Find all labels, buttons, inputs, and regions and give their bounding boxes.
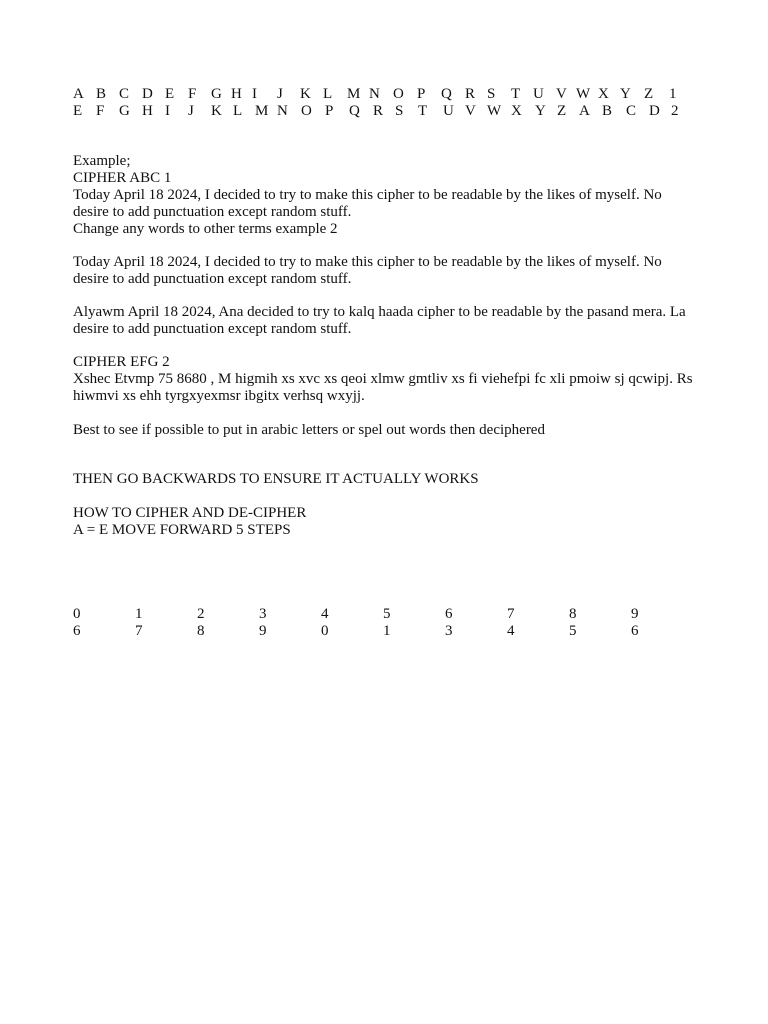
alphabet-plain-cell-12: M [347, 86, 361, 102]
number-cipher-cell-9: 6 [631, 623, 639, 639]
alphabet-plain-cell-6: G [211, 86, 222, 102]
alphabet-cipher-cell-8: M [255, 103, 269, 119]
alphabet-cipher-cell-20: Y [535, 103, 546, 119]
number-cipher-cell-4: 0 [321, 623, 329, 639]
alphabet-plain-cell-11: L [323, 86, 333, 102]
sentence-2: Today April 18 2024, I decided to try to make this cipher to be readable by the likes of myself. No desire to add punctuation except random stuff. [73, 254, 662, 287]
alphabet-plain-cell-5: F [188, 86, 197, 102]
alphabet-cipher-cell-19: X [511, 103, 522, 119]
alphabet-plain-cell-25: Z [644, 86, 654, 102]
note-backwards: THEN GO BACKWARDS TO ENSURE IT ACTUALLY WORKS [73, 471, 479, 487]
alphabet-plain-cell-20: U [533, 86, 544, 102]
alphabet-plain-cell-8: I [252, 86, 257, 102]
alphabet-cipher-cell-25: D [649, 103, 660, 119]
number-plain-cell-3: 3 [259, 606, 267, 622]
number-cipher-cell-6: 3 [445, 623, 453, 639]
alphabet-plain-cell-19: T [511, 86, 521, 102]
number-plain-cell-6: 6 [445, 606, 453, 622]
alphabet-cipher-cell-24: C [626, 103, 637, 119]
alphabet-cipher-cell-5: J [188, 103, 194, 119]
alphabet-cipher-cell-18: W [487, 103, 502, 119]
number-plain-cell-4: 4 [321, 606, 329, 622]
number-plain-cell-0: 0 [73, 606, 81, 622]
alphabet-cipher-cell-15: T [418, 103, 428, 119]
alphabet-plain-cell-10: K [300, 86, 311, 102]
alphabet-plain-cell-17: R [465, 86, 476, 102]
alphabet-plain-cell-16: Q [441, 86, 452, 102]
number-cipher-cell-1: 7 [135, 623, 143, 639]
alphabet-plain-cell-3: D [142, 86, 153, 102]
alphabet-cipher-cell-0: E [73, 103, 83, 119]
alphabet-plain-cell-21: V [556, 86, 567, 102]
alphabet-cipher-cell-7: L [233, 103, 243, 119]
alphabet-plain-cell-0: A [73, 86, 84, 102]
alphabet-cipher-cell-3: H [142, 103, 153, 119]
alphabet-cipher-cell-6: K [211, 103, 222, 119]
alphabet-cipher-cell-1: F [96, 103, 105, 119]
alphabet-cipher-cell-13: R [373, 103, 384, 119]
note-arabic: Best to see if possible to put in arabic letters or spel out words then deciphered [73, 422, 545, 438]
number-cipher-cell-0: 6 [73, 623, 81, 639]
number-cipher-cell-8: 5 [569, 623, 577, 639]
number-plain-cell-1: 1 [135, 606, 143, 622]
number-plain-cell-9: 9 [631, 606, 639, 622]
alphabet-plain-cell-4: E [165, 86, 175, 102]
sentence-1: Today April 18 2024, I decided to try to make this cipher to be readable by the likes of myself. No desire to add punctuation except random stuff. [73, 187, 662, 220]
ciphered-sentence: Xshec Etvmp 75 8680 , M higmih xs xvc xs qeoi xlmw gmtliv xs fi viehefpi fc xli pmoiw sj qcwipj. Rs hiwmvi xs ehh tyrgxyexmsr ibgitx verhsq wxyjj. [73, 371, 693, 404]
alphabet-plain-cell-13: N [369, 86, 380, 102]
alphabet-cipher-cell-4: I [165, 103, 170, 119]
alphabet-plain-cell-14: O [393, 86, 404, 102]
alphabet-plain-cell-15: P [417, 86, 426, 102]
number-cipher-cell-5: 1 [383, 623, 391, 639]
alphabet-plain-cell-22: W [576, 86, 591, 102]
number-plain-cell-5: 5 [383, 606, 391, 622]
alphabet-plain-cell-1: B [96, 86, 107, 102]
alphabet-cipher-cell-14: S [395, 103, 404, 119]
alphabet-cipher-cell-17: V [465, 103, 476, 119]
number-cipher-cell-2: 8 [197, 623, 205, 639]
alphabet-cipher-cell-11: P [325, 103, 334, 119]
number-plain-cell-7: 7 [507, 606, 515, 622]
alphabet-cipher-cell-9: N [277, 103, 288, 119]
alphabet-cipher-cell-23: B [602, 103, 613, 119]
number-plain-cell-2: 2 [197, 606, 205, 622]
alphabet-cipher-cell-21: Z [557, 103, 567, 119]
alphabet-plain-cell-9: J [277, 86, 283, 102]
example-label: Example; [73, 153, 131, 169]
cipher-abc-heading: CIPHER ABC 1 [73, 170, 172, 186]
alphabet-cipher-cell-16: U [443, 103, 454, 119]
alphabet-cipher-cell-12: Q [349, 103, 360, 119]
alphabet-plain-cell-24: Y [620, 86, 631, 102]
alphabet-cipher-cell-22: A [579, 103, 590, 119]
alphabet-plain-cell-7: H [231, 86, 242, 102]
alphabet-plain-cell-2: C [119, 86, 130, 102]
alphabet-cipher-cell-10: O [301, 103, 312, 119]
alphabet-plain-cell-26: 1 [669, 86, 677, 102]
alphabet-cipher-cell-2: G [119, 103, 130, 119]
number-cipher-cell-7: 4 [507, 623, 515, 639]
how-to-rule: A = E MOVE FORWARD 5 STEPS [73, 522, 291, 538]
number-cipher-cell-3: 9 [259, 623, 267, 639]
alphabet-plain-cell-18: S [487, 86, 496, 102]
number-plain-cell-8: 8 [569, 606, 577, 622]
alphabet-plain-cell-23: X [598, 86, 609, 102]
example-2-label: Change any words to other terms example 2 [73, 221, 338, 237]
sentence-3: Alyawm April 18 2024, Ana decided to try to kalq haada cipher to be readable by the pasand mera. La desire to add punctuation except random stuff. [73, 304, 686, 337]
how-to-heading: HOW TO CIPHER AND DE-CIPHER [73, 505, 307, 521]
alphabet-cipher-cell-26: 2 [671, 103, 679, 119]
cipher-efg-heading: CIPHER EFG 2 [73, 354, 170, 370]
